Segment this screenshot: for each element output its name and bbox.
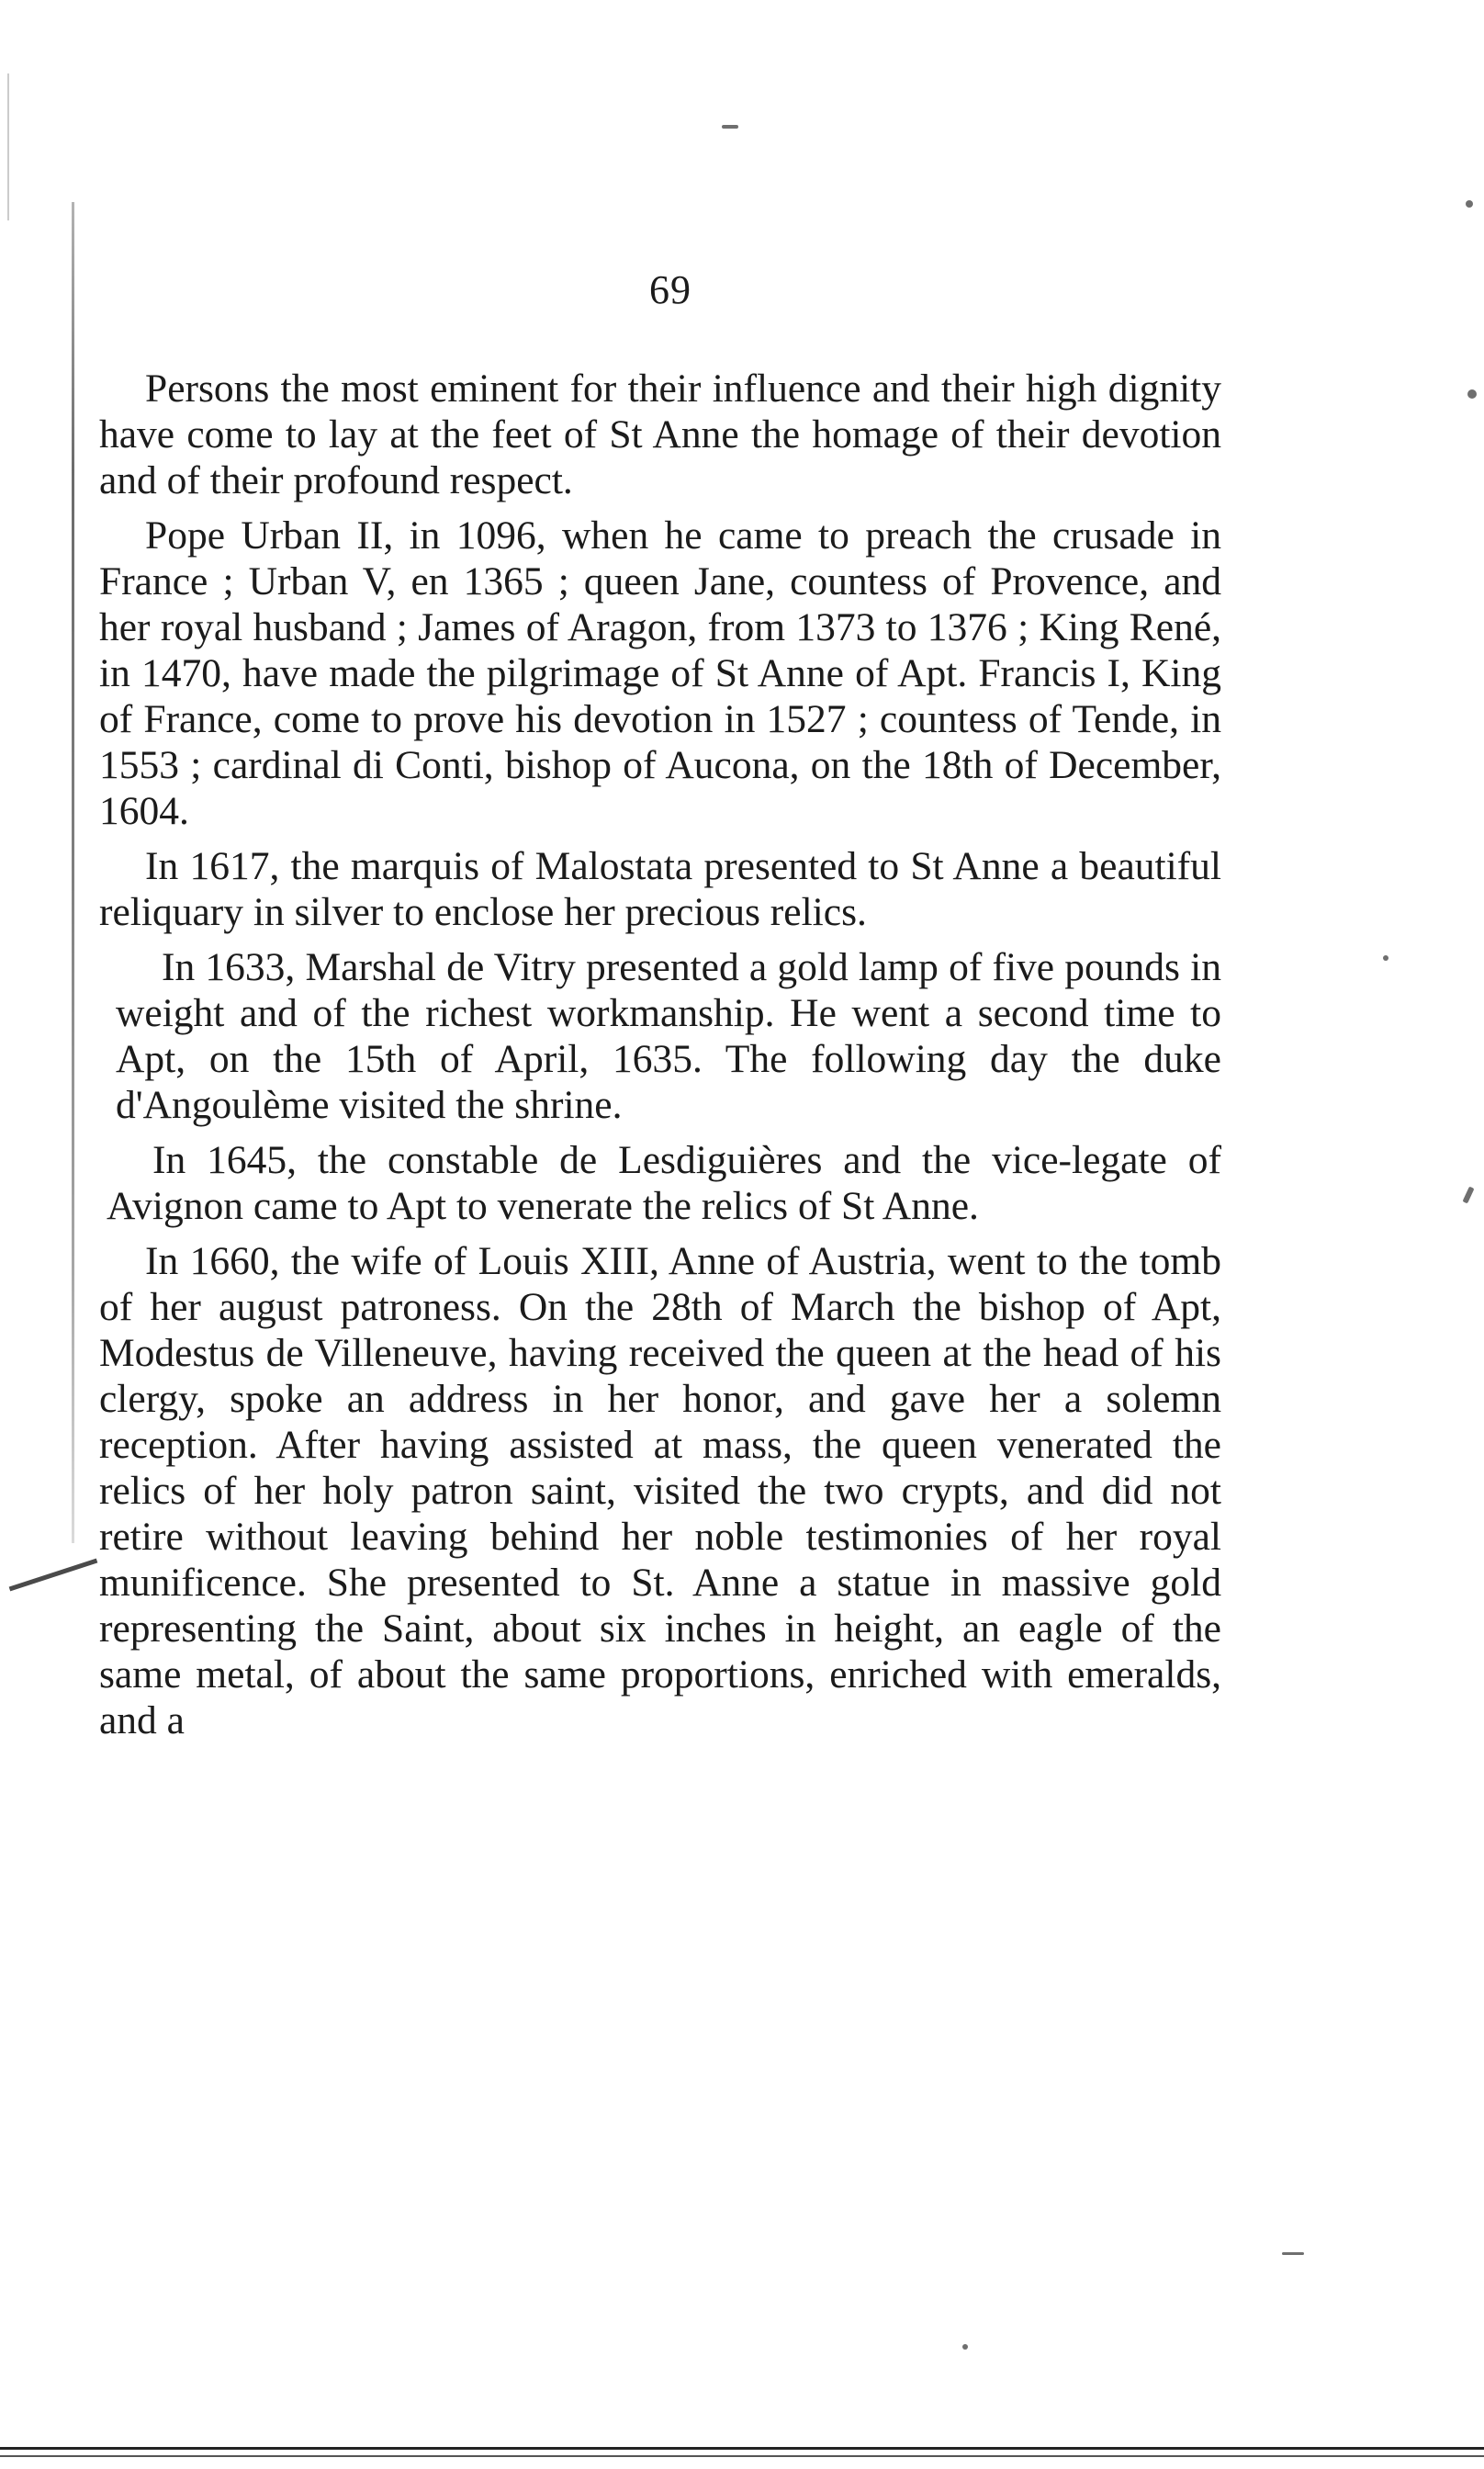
binding-shadow-top <box>7 73 9 220</box>
paragraph: In 1660, the wife of Louis XIII, Anne of Austria, went to the tomb of her august patroness. On the 28th of March the bishop of Apt, Modestus de Villeneuve, having received the queen at the head of his clergy, spoke an address in her honor, and gave her a solemn reception. After having assisted at mass, the queen venerated the relics of her holy patron saint, visited the two crypts, and did not retire without leaving behind her noble testimonies of her royal munificence. She presented to St. Anne a statue in massive gold representing the Saint, about six inches in height, an eagle of the same metal, of about the same proportions, enriched with emeralds, and a <box>99 1239 1221 1742</box>
body-text <box>99 366 1221 1753</box>
scan-speck <box>1466 200 1473 208</box>
paragraph: Persons the most eminent for their influence and their high dignity have come to lay at the feet of St Anne the homage of their devotion and of their profound respect. <box>99 366 1221 502</box>
scan-speck <box>1282 2252 1304 2255</box>
page-number: 69 <box>649 267 691 312</box>
paragraph: In 1633, Marshal de Vitry presented a gold lamp of five pounds in weight and of the richest workmanship. He went a second time to Apt, on the 15th of April, 1635. The following day the duke d'Angoulème visited the shrine. <box>116 945 1221 1127</box>
scan-speck <box>1462 1187 1474 1204</box>
paragraph: In 1617, the marquis of Malostata presented to St Anne a beautiful reliquary in silver to enclose her precious relics. <box>99 844 1221 934</box>
scan-speck <box>722 125 738 129</box>
bottom-rule <box>0 2447 1484 2457</box>
binding-shadow <box>72 202 74 1543</box>
scan-mark <box>9 1559 98 1592</box>
paragraph: Pope Urban II, in 1096, when he came to preach the crusade in France ; Urban V, en 1365 ; queen Jane, countess of Provence, and her royal husband ; James of Aragon, from 1373 to 1376 ; King René, in 1470, have made the pilgrimage of St Anne of Apt. Francis I, King of France, come to prove his devotion in 1527 ; countess of Tende, in 1553 ; cardinal di Conti, bishop of Aucona, on the 18th of December, 1604. <box>99 513 1221 833</box>
paragraph: In 1645, the constable de Lesdiguières and the vice-legate of Avignon came to Apt to venerate the relics of St Anne. <box>107 1138 1221 1228</box>
scan-speck <box>1467 389 1477 399</box>
scan-speck <box>1383 955 1388 961</box>
scan-speck <box>962 2344 968 2350</box>
